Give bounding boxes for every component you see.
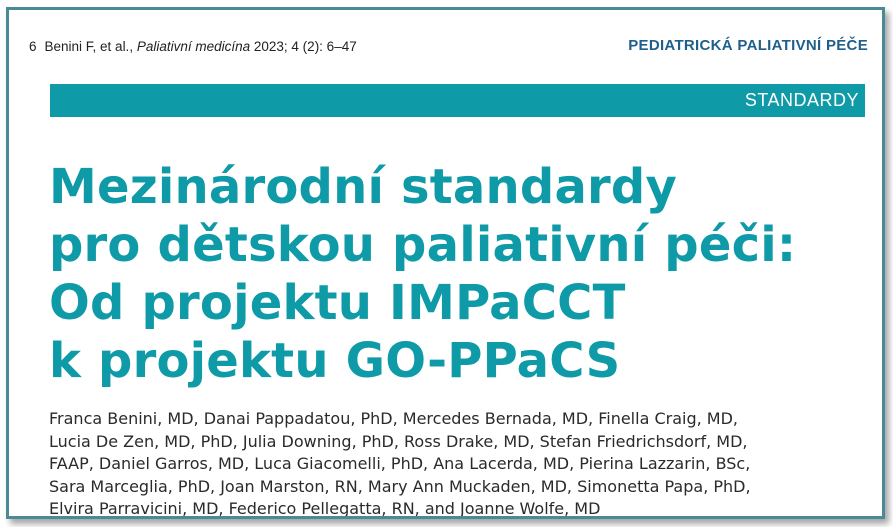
author-list [49, 408, 869, 519]
title-line: Mezinárodní standardy [49, 159, 677, 215]
page-frame [6, 7, 885, 519]
category-band [50, 84, 865, 117]
citation-line [29, 39, 357, 54]
journal-name: Paliativní medicína [136, 39, 251, 54]
author-line: Lucia De Zen, MD, PhD, Julia Downing, PhD, Ross Drake, MD, Stefan Friedrichsdorf, MD, [49, 431, 748, 451]
author-line: Elvira Parravicini, MD, Federico Pellegatta, RN, and Joanne Wolfe, MD [49, 499, 601, 518]
section-label: PEDIATRICKÁ PALIATIVNÍ PÉČE [628, 37, 868, 54]
title-line: Od projektu IMPaCCT [49, 275, 626, 331]
author-line: FAAP, Daniel Garros, MD, Luca Giacomelli, PhD, Ana Lacerda, MD, Pierina Lazzarin, BSc, [49, 454, 751, 473]
page-number: 6 [29, 39, 37, 54]
citation-suffix: 2023; 4 (2): 6–47 [250, 39, 357, 54]
article-title [49, 158, 796, 390]
citation-prefix: Benini F, et al., [44, 39, 137, 54]
category-label: STANDARDY [744, 90, 859, 110]
author-line: Sara Marceglia, PhD, Joan Marston, RN, Mary Ann Muckaden, MD, Simonetta Papa, PhD, [49, 476, 751, 496]
author-line: Franca Benini, MD, Danai Pappadatou, PhD, Mercedes Bernada, MD, Finella Craig, MD, [49, 409, 738, 428]
title-line: pro dětskou paliativní péči: [49, 217, 797, 273]
title-line: k projektu GO-PPaCS [49, 333, 621, 389]
